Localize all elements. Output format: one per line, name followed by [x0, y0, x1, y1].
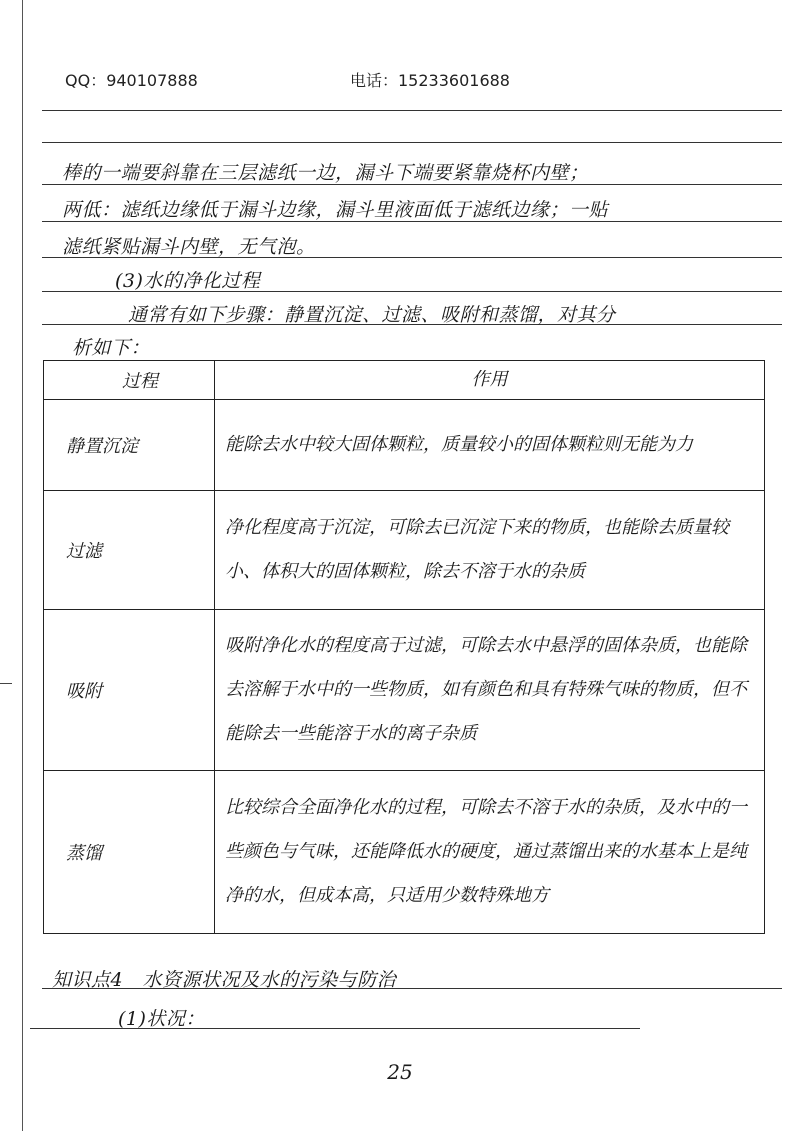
body-line-5: 通常有如下步骤：静置沉淀、过滤、吸附和蒸馏，对其分 [128, 304, 616, 326]
table-header-effect: 作用 [215, 361, 765, 400]
table-header-process: 过程 [44, 361, 215, 400]
process-cell: 过滤 [44, 491, 215, 610]
body-line-2: 两低：滤纸边缘低于漏斗边缘，漏斗里液面低于滤纸边缘；一贴 [62, 199, 609, 221]
effect-cell: 净化程度高于沉淀，可除去已沉淀下来的物质，也能除去质量较小、体积大的固体颗粒，除去不溶于水的杂质 [215, 491, 765, 610]
margin-tick [0, 683, 12, 684]
knowledge-point-title: 知识点4 水资源状况及水的污染与防治 [52, 969, 397, 991]
effect-cell: 比较综合全面净化水的过程，可除去不溶于水的杂质，及水中的一些颜色与气味，还能降低水的硬度，通过蒸馏出来的水基本上是纯净的水，但成本高，只适用少数特殊地方 [215, 771, 765, 934]
table-header-row [44, 361, 765, 400]
status-subheading: (1)状况： [118, 1008, 205, 1030]
table-row [44, 400, 765, 491]
ruled-line [42, 142, 782, 143]
body-line-3: 滤纸紧贴漏斗内壁，无气泡。 [62, 236, 316, 258]
effect-cell: 吸附净化水的程度高于过滤，可除去水中悬浮的固体杂质，也能除去溶解于水中的一些物质，如有颜色和具有特殊气味的物质，但不能除去一些能溶于水的离子杂质 [215, 610, 765, 771]
process-cell: 吸附 [44, 610, 215, 771]
header-qq: QQ：940107888 [65, 71, 198, 90]
body-line-6: 析如下： [72, 337, 151, 359]
ruled-line [42, 110, 782, 111]
effect-cell: 能除去水中较大固体颗粒，质量较小的固体颗粒则无能为力 [215, 400, 765, 491]
header-phone: 电话：15233601688 [350, 71, 510, 90]
table-row [44, 610, 765, 771]
process-cell: 蒸馏 [44, 771, 215, 934]
table-row [44, 491, 765, 610]
body-line-1: 棒的一端要斜靠在三层滤纸一边，漏斗下端要紧靠烧杯内壁； [62, 162, 589, 184]
water-purification-table [43, 360, 765, 934]
page-number: 25 [387, 1060, 413, 1084]
section-title: (3)水的净化过程 [115, 270, 261, 292]
table-row [44, 771, 765, 934]
page-margin-line [22, 0, 23, 1131]
process-cell: 静置沉淀 [44, 400, 215, 491]
